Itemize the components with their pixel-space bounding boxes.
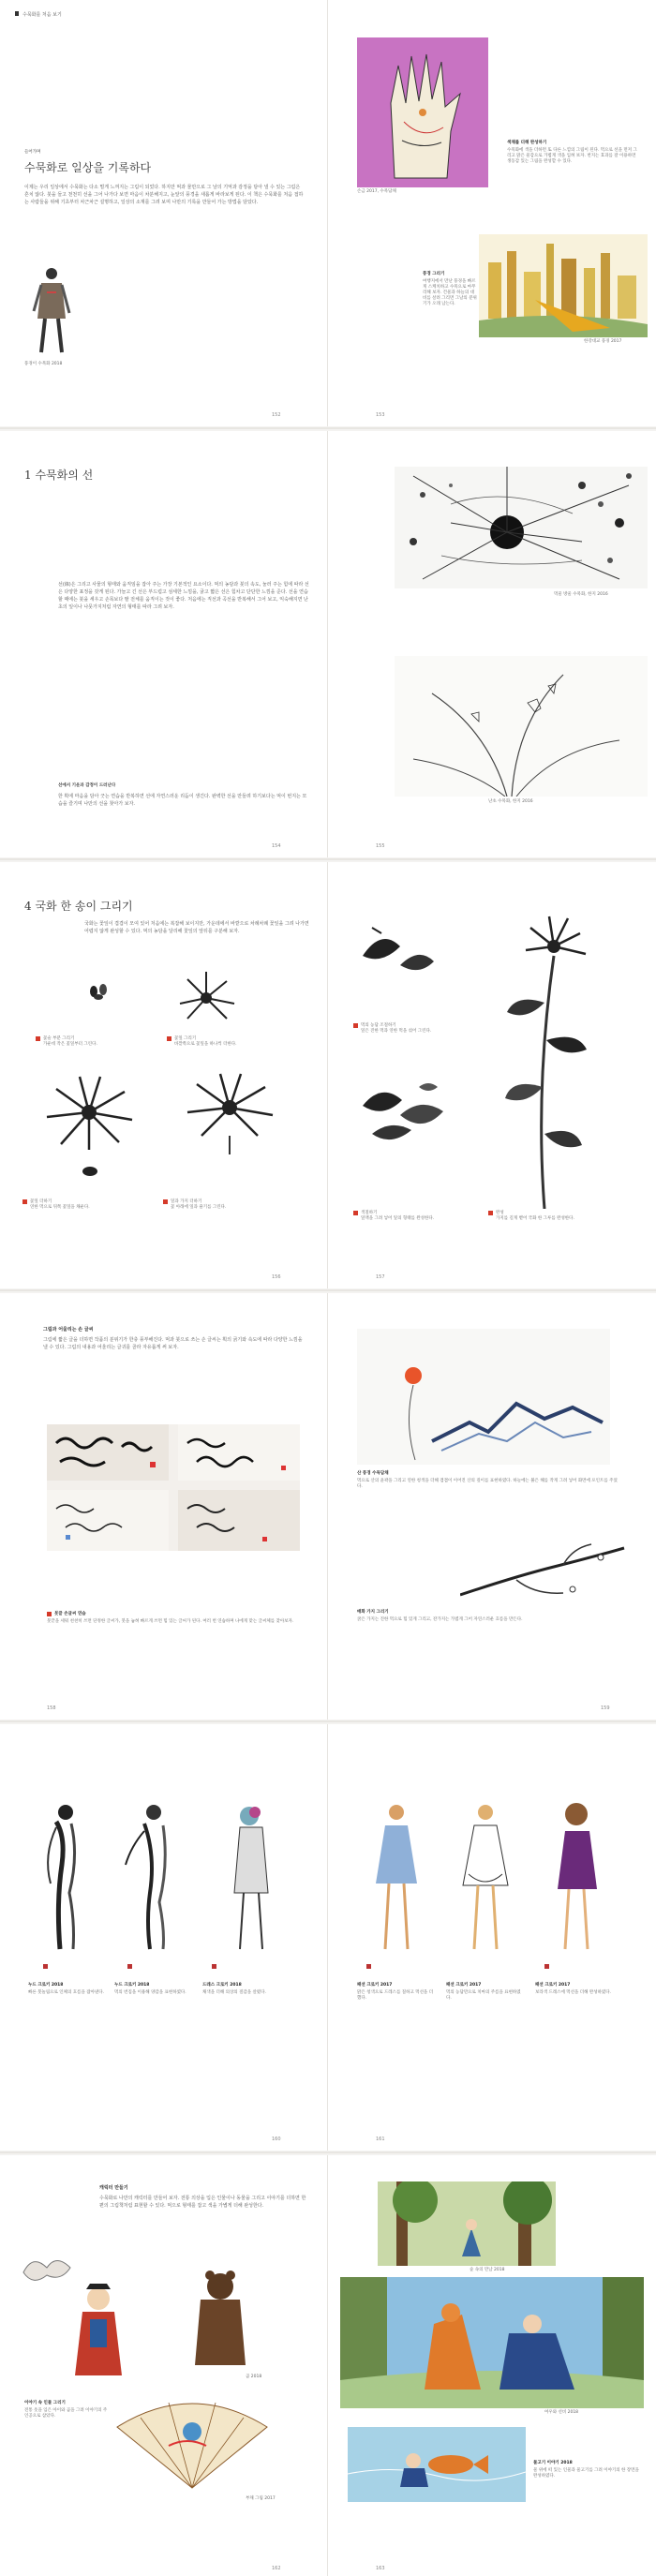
step-marker (22, 1199, 27, 1204)
body-text: 선(線)은 그리고 사물의 형태와 움직임을 잡아 주는 가장 기본적인 요소이다. 먹의 농담과 붓의 속도, 눌러 주는 힘에 따라 선은 다양한 표정을 갖게 된다. 가늘고 긴 선은 부드럽고 섬세한 느낌을, 굵고 짧은 선은 힘차고 단단한 느낌을 준다. 선을 연습할 때에는 붓을 세우고 손목보다 팔 전체를 움직이는 것이 좋다. 처음에는 직선과 곡선을 반복해서 그어 보고, 익숙해지면 난초의 잎이나 나뭇가지처럼 자연의 형태를 따라 그려 보자. (58, 582, 309, 610)
step1-caption: 꽃술 부분 그리기 가운데 작은 꽃잎부터 그린다. (43, 1036, 97, 1047)
city-caption-body: 여행지에서 만난 풍경을 빠르게 스케치하고 수묵으로 마무리해 보자. 건물과 하늘의 대비를 살려 그리면 그날의 분위기가 오래 남는다. (423, 279, 477, 306)
fan-painting (112, 2390, 272, 2493)
chrysanthemum-step1 (75, 975, 122, 1008)
step5-caption: 먹의 농담 조절하기 잎은 진한 먹과 연한 먹을 섞어 그린다. (361, 1023, 432, 1034)
step4-caption: 잎과 가지 더하기 꽃 아래에 잎과 줄기를 그린다. (171, 1199, 227, 1210)
section-label: 들어가며 (24, 150, 41, 155)
page-number: 159 (601, 1705, 610, 1711)
spread-1 (0, 0, 656, 426)
mountain-painting (357, 1329, 610, 1465)
chrysanthemum-step2 (169, 965, 244, 1031)
mountain-caption: 먹으로 산의 윤곽을 그리고 연한 청색을 더해 겹겹이 이어진 산의 깊이를 표현하였다. 하늘에는 붉은 해를 작게 그려 넣어 화면에 포인트를 주었다. (357, 1479, 618, 1489)
step-marker (47, 1612, 52, 1616)
step-marker (36, 1036, 40, 1041)
page-left (0, 1724, 328, 2151)
caption-dot (127, 1964, 132, 1969)
ink-spatter-painting (395, 467, 648, 588)
caption-dot (366, 1964, 371, 1969)
child-character (66, 2282, 131, 2385)
page-number: 155 (376, 843, 385, 849)
spread-3 (0, 862, 656, 1288)
caption-dot (212, 1964, 216, 1969)
spread-divider (0, 858, 656, 860)
bear-character (187, 2268, 253, 2371)
step7-caption: 완성 가지를 길게 뻗어 국화 한 그루를 완성한다. (496, 1211, 574, 1221)
section-title: 4 국화 한 송이 그리기 (24, 900, 133, 913)
body-text: 국화는 꽃잎이 겹겹이 모여 있어 처음에는 복잡해 보이지만, 가운데에서 바깥으로 차례차례 꽃잎을 그려 나가면 어렵지 않게 완성할 수 있다. 먹의 농담을 달리해 꽃잎의 앞뒤를 구분해 보자. (84, 921, 311, 934)
figure-sketch-3 (206, 1799, 291, 1958)
page-right (329, 431, 656, 857)
page-number: 157 (376, 1274, 385, 1280)
top-image-caption: 먹물 방울 수묵화, 한지 2016 (554, 592, 608, 597)
page-right (329, 1724, 656, 2151)
caption-dot (544, 1964, 549, 1969)
figure-sketch-2 (112, 1799, 197, 1958)
figure6-body: 보라색 드레스에 먹선을 더해 완성하였다. (535, 1990, 612, 1995)
figure2-body: 먹의 번짐을 이용해 양감을 표현하였다. (114, 1990, 186, 1995)
step3-caption: 꽃잎 더하기 연한 먹으로 뒤쪽 꽃잎을 채운다. (30, 1199, 90, 1210)
figure1-body: 빠른 붓놀림으로 인체의 흐름을 잡아낸다. (28, 1990, 105, 1995)
palm-painting (357, 37, 488, 187)
page-number: 161 (376, 2137, 385, 2142)
palm-caption: 손금 2017, 수묵담채 (357, 189, 396, 194)
page-number: 152 (272, 412, 281, 418)
runhead-marker (15, 11, 19, 16)
page-right (329, 2155, 656, 2576)
body-text: 이제는 우리 일상에서 수묵화는 다소 멀게 느껴지는 그림이 되었다. 하지만 먹과 물만으로 그 날의 기억과 감정을 담아 낼 수 있는 그림은 흔치 않다. 붓을 들고 천천히 선을 그어 나가다 보면 마음이 차분해지고, 눈앞의 풍경을 새롭게 바라보게 된다. 이 책은 수묵화를 처음 접하는 사람들을 위해 기초부터 차근차근 설명하고, 일상의 소재를 그려 보며 나만의 기록을 만들어 가는 방법을 담았다. (24, 185, 304, 205)
page-left (0, 2155, 328, 2576)
plum-caption: 굵은 가지는 진한 먹으로 힘 있게 그리고, 잔가지는 가볍게 그어 자연스러운 흐름을 만든다. (357, 1617, 523, 1622)
section-head: 캐릭터 만들기 (99, 2185, 128, 2191)
spread-divider (0, 427, 656, 429)
step6-caption: 색칠하기 잎맥을 그려 넣어 잎의 형태를 완성한다. (361, 1211, 435, 1221)
fashion-sketch-blue (357, 1799, 437, 1958)
page-left (0, 0, 328, 426)
figure5-title: 패션 크로키 2017 (446, 1983, 482, 1988)
plum-caption-title: 매화 가지 그리기 (357, 1610, 389, 1615)
orchid-drawing (395, 656, 648, 797)
step-marker (353, 1211, 358, 1215)
subhead: 선에서 기운과 감정이 드러난다 (58, 783, 116, 788)
city-painting (479, 234, 648, 337)
spread-divider (0, 1720, 656, 1722)
page-right (329, 1293, 656, 1720)
figure2-title: 누드 크로키 2018 (114, 1983, 150, 1988)
spread-divider (0, 1289, 656, 1291)
page-left (0, 862, 328, 1288)
page-number: 156 (272, 1274, 281, 1280)
ink-petal (81, 1164, 99, 1177)
fan-caption: 부채 그림 2017 (246, 2496, 276, 2501)
page-number: 153 (376, 412, 385, 418)
fox-scholar-scene (340, 2277, 644, 2408)
spread-6 (0, 2155, 656, 2576)
cloud-swirl (19, 2249, 75, 2286)
figure5-body: 먹의 농담만으로 치마의 주름을 표현하였다. (446, 1990, 521, 2001)
left-caption: 전통 옷을 입은 아이와 곰을 그려 이야기의 주인공으로 삼았다. (24, 2408, 108, 2419)
figure4-title: 패션 크로키 2017 (357, 1983, 393, 1988)
fox-caption: 여우와 선비 2018 (544, 2410, 579, 2415)
step2-caption: 꽃잎 그리기 바깥쪽으로 꽃잎을 하나씩 더한다. (174, 1036, 237, 1047)
spread-4 (0, 1293, 656, 1720)
spread-divider (0, 2152, 656, 2153)
step-marker (163, 1199, 168, 1204)
forest-scene (378, 2181, 556, 2266)
caption-box-body: 수묵화에 색을 더하면 또 다른 느낌의 그림이 된다. 먹으로 선을 먼저 그리고 맑은 물감으로 가볍게 색을 입혀 보자. 번지는 효과를 잘 이용하면 생동감 있는 그림을 완성할 수 있다. (507, 148, 637, 164)
left-caption: 풍경이 수묵화 2018 (24, 362, 63, 366)
page-right (329, 862, 656, 1288)
figure3-body: 채색을 더해 의상의 질감을 살렸다. (202, 1990, 267, 1995)
page-number: 162 (272, 2566, 281, 2571)
body-text-2: 한 획에 마음을 담아 긋는 연습을 반복하면 선에 자연스러운 리듬이 생긴다. 완벽한 선을 만들려 하기보다는 먹이 번지는 모습을 즐기며 나만의 선을 찾아가 보자. (58, 794, 307, 807)
bear-caption: 곰 2018 (246, 2375, 262, 2379)
plum-branch-drawing (460, 1539, 629, 1604)
chrysanthemum-step4 (178, 1070, 281, 1154)
left-caption-title: 이야기 속 인물 그리기 (24, 2401, 66, 2405)
step-marker (353, 1023, 358, 1028)
fashion-sketch-purple (535, 1799, 619, 1958)
forest-caption: 숲 속의 만남 2018 (470, 2268, 505, 2272)
figure1-title: 누드 크로키 2018 (28, 1983, 64, 1988)
spread-5 (0, 1724, 656, 2151)
body-text: 수묵화로 나만의 캐릭터를 만들어 보자. 전통 의상을 입은 인물이나 동물을 그리고 이야기를 더하면 한 편의 그림책처럼 표현할 수 있다. 먹으로 형태를 잡고 색을 가볍게 더해 완성한다. (99, 2196, 307, 2209)
section-head: 그림과 어울리는 손 글씨 (43, 1327, 94, 1333)
page-number: 163 (376, 2566, 385, 2571)
figure3-title: 드레스 크로키 2018 (202, 1983, 242, 1988)
fish-scene (348, 2427, 526, 2502)
page-number: 154 (272, 843, 281, 849)
figure-sketch-1 (28, 1799, 103, 1958)
calligraphy-caption-title: 붓끝 손글씨 연습 (54, 1612, 86, 1616)
fish-caption: 물 위에 떠 있는 인물과 물고기를 그려 이야기의 한 장면을 완성하였다. (533, 2468, 641, 2479)
step-marker (488, 1211, 493, 1215)
walking-figure-illustration (28, 264, 75, 358)
bottom-image-caption: 난초 수묵화, 한지 2016 (488, 799, 533, 804)
fish-caption-title: 물고기 이야기 2018 (533, 2461, 573, 2465)
chrysanthemum-step3 (37, 1070, 141, 1154)
leaf-brush-strokes (353, 918, 438, 984)
mountain-caption-title: 산 풍경 수묵담채 (357, 1471, 389, 1476)
city-caption-title: 풍경 그리기 (423, 272, 445, 276)
spread-2 (0, 431, 656, 857)
page-title: 수묵화로 일상을 기록하다 (24, 161, 152, 174)
page-left (0, 1293, 328, 1720)
caption-box-title: 색채를 더해 완성하기 (507, 141, 547, 145)
caption-dot (43, 1964, 48, 1969)
page-left (0, 431, 328, 857)
step-marker (167, 1036, 171, 1041)
body-text: 그림에 짧은 글을 더하면 작품의 분위기가 한층 풍부해진다. 먹과 붓으로 쓰는 손 글씨는 획의 굵기와 속도에 따라 다양한 느낌을 낼 수 있다. 그림의 내용과 어울리는 글귀를 골라 자유롭게 써 보자. (43, 1337, 305, 1350)
section-title: 1 수묵화의 선 (24, 469, 94, 482)
leaf-cluster (353, 1078, 456, 1153)
figure6-title: 패션 크로키 2017 (535, 1983, 571, 1988)
figure4-body: 맑은 청색으로 드레스를 칠하고 먹선을 더했다. (357, 1990, 434, 2001)
chrysanthemum-plant (488, 900, 601, 1209)
page-right (329, 0, 656, 426)
page-number: 158 (47, 1705, 56, 1711)
fashion-sketch-white (446, 1799, 526, 1958)
page-number: 160 (272, 2137, 281, 2142)
city-caption-small: 한강대교 풍경 2017 (584, 339, 622, 344)
calligraphy-samples (47, 1424, 300, 1551)
calligraphy-caption: 붓끝을 세워 천천히 쓰면 단정한 글씨가, 붓을 눕혀 빠르게 쓰면 힘 있는 글씨가 된다. 여러 번 연습하며 나에게 맞는 글씨체를 찾아보자. (47, 1619, 294, 1624)
running-head: 수묵화를 처음 보기 (22, 12, 62, 18)
